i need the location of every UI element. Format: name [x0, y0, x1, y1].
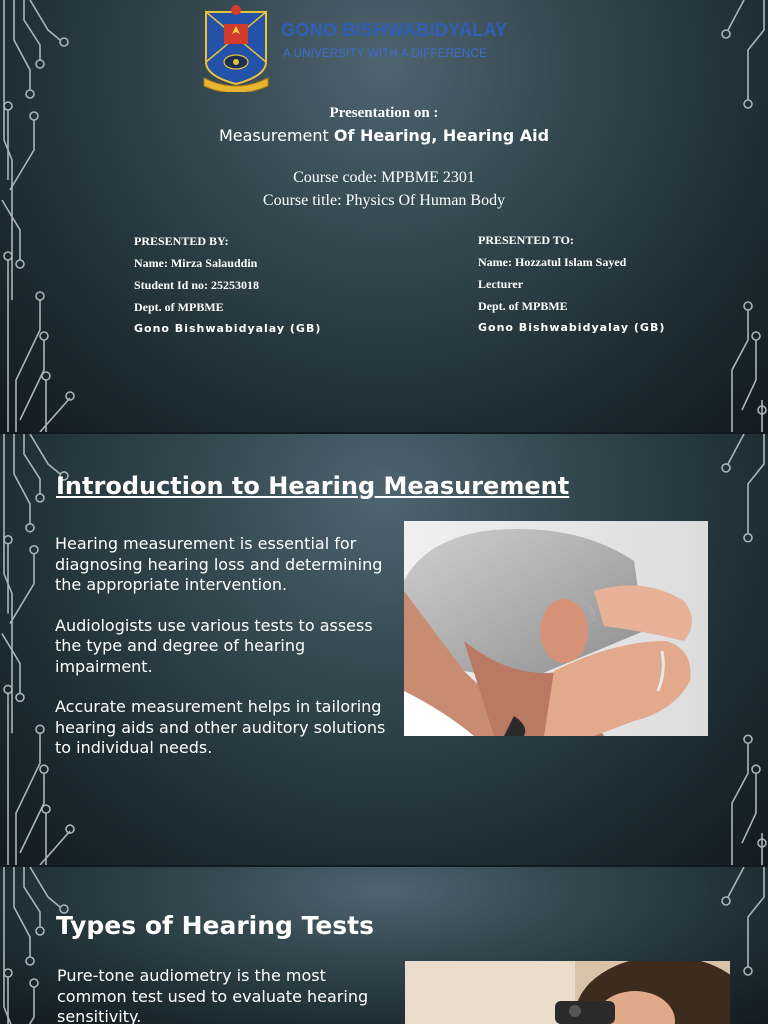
course-title: Course title: Physics Of Human Body — [262, 192, 506, 209]
university-tagline: A UNIVERSITY WITH A DIFFERENCE — [283, 48, 487, 60]
supervisor-dept: Dept. of MPBME — [478, 299, 568, 313]
topic-plain: Measurement — [218, 126, 334, 145]
tests-text — [57, 966, 397, 1024]
presenter-name: Name: Mirza Salauddin — [134, 256, 258, 270]
presenter-student-id: Student Id no: 25253018 — [134, 278, 260, 292]
circuit-decoration-left — [0, 0, 80, 432]
supervisor-name: Name: Hozzatul Islam Sayed — [478, 255, 627, 269]
slide-title: Types of Hearing Tests — [56, 911, 375, 940]
course-code: Course code: MPBME 2301 — [293, 169, 475, 186]
presented-to-block — [478, 229, 665, 339]
hearing-aid-photo — [404, 521, 708, 736]
university-name: GONO BISHWABIDYALAY — [281, 20, 508, 40]
presented-to-heading: PRESENTED TO: — [478, 233, 574, 247]
paragraph: Hearing measurement is essential for diagnosing hearing loss and determining the appropriate intervention. — [55, 534, 383, 594]
presented-by-heading: PRESENTED BY: — [134, 234, 229, 248]
supervisor-designation: Lecturer — [478, 277, 524, 291]
circuit-decoration-right — [688, 0, 768, 432]
paragraph: Pure-tone audiometry is the most common test used to evaluate hearing sensitivity. — [57, 966, 369, 1024]
audiometry-photo — [405, 961, 730, 1024]
tests-slide — [0, 867, 768, 1024]
intro-text — [55, 534, 395, 779]
presenter-institution: Gono Bishwabidyalay (GB) — [134, 322, 322, 335]
presented-by-block — [134, 230, 321, 340]
presentation-on-label: Presentation on : — [329, 105, 439, 121]
topic-bold: Of Hearing, Hearing Aid — [333, 126, 550, 145]
supervisor-institution: Gono Bishwabidyalay (GB) — [478, 321, 666, 334]
presenter-dept: Dept. of MPBME — [134, 300, 224, 314]
slide-title: Introduction to Hearing Measurement — [56, 472, 570, 500]
title-slide — [0, 0, 768, 432]
paragraph: Audiologists use various tests to assess the type and degree of hearing impairment. — [55, 615, 373, 676]
presentation-topic — [0, 126, 768, 145]
intro-slide — [0, 434, 768, 865]
university-logo — [202, 4, 270, 92]
paragraph: Accurate measurement helps in tailoring hearing aids and other auditory solutions to individual needs. — [55, 697, 386, 757]
